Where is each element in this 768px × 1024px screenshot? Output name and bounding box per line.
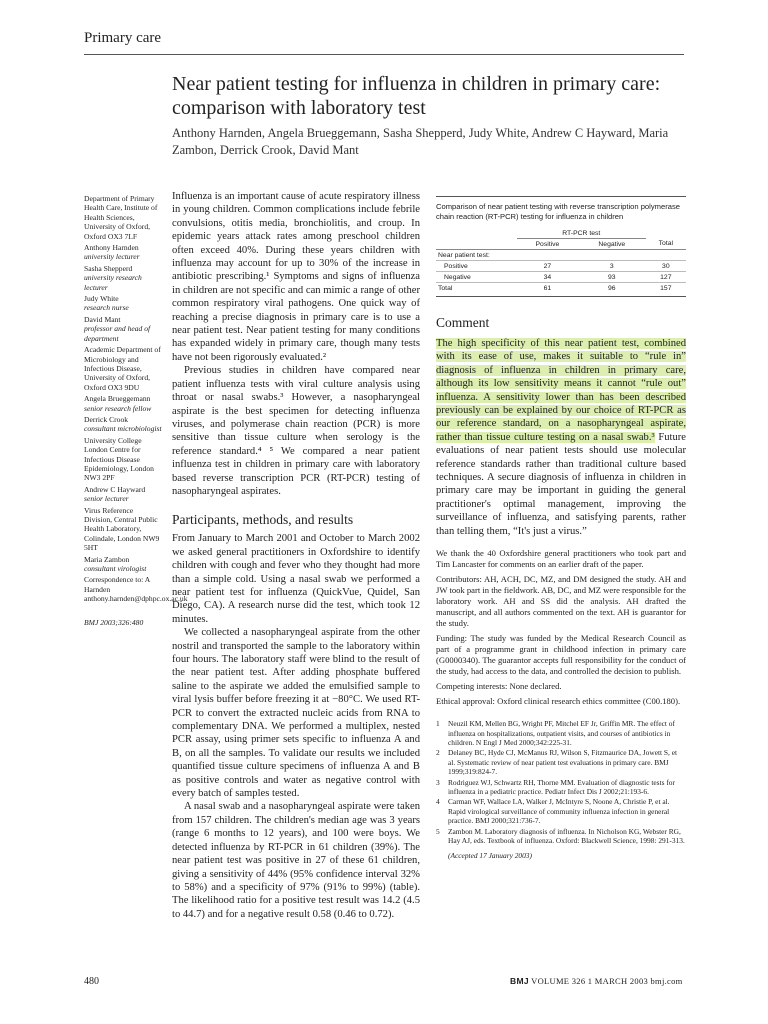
affiliation-item: [84, 485, 162, 504]
table-cell: 30: [646, 261, 686, 272]
acknowledgement-paragraph: Funding: The study was funded by the Medical Research Council as part of a programme grant in childhood infection in primary care (G0000340). The guarantor accepts full responsibility for the conduct of the study, had access to the data, and controlled the decision to publish.: [436, 633, 686, 677]
acknowledgement-paragraph: We thank the 40 Oxfordshire general practitioners who took part and Tim Lancaster for comments on an earlier draft of the paper.: [436, 548, 686, 570]
affiliation-item: [84, 345, 162, 392]
affiliation-role: senior lecturer: [84, 494, 129, 504]
affiliation-role: consultant virologist: [84, 564, 147, 574]
affiliation-text: University College London Centre for Infectious Disease Epidemiology, London NW3 2PF: [84, 435, 154, 483]
column-header-total: Total: [646, 239, 686, 250]
affiliation-text: David Mant: [84, 314, 121, 324]
row-label: Negative: [436, 272, 517, 283]
results-table-frame: [436, 196, 686, 297]
affiliation-item: [84, 506, 162, 553]
affiliation-item: [84, 294, 162, 313]
reference-list: [436, 719, 686, 845]
affiliation-role: senior research fellow: [84, 403, 152, 413]
table-cell: 96: [608, 284, 616, 292]
reference-number: 2: [436, 748, 440, 758]
reference-number: 3: [436, 777, 440, 787]
acknowledgement-paragraph: Ethical approval: Oxford clinical research ethics committee (C00.180).: [436, 696, 681, 707]
reference-text: Rodriguez WJ, Schwartz RH, Thorne MM. Evaluation of diagnostic tests for influenza in a pediatric practice. Pediatr Infect Dis J 2002;21:193-6.: [448, 777, 675, 796]
affiliation-role: university lecturer: [84, 252, 140, 262]
table-cell: 157: [660, 284, 672, 292]
affiliation-item: [84, 394, 162, 413]
affiliation-text: Correspondence to: A Harnden anthony.harnden@dphpc.ox.ac.uk: [84, 575, 188, 604]
table-cell: 93: [578, 272, 646, 283]
row-group-label: Near patient test:: [436, 250, 686, 261]
affiliation-role: university research lecturer: [84, 273, 142, 292]
affiliation-text: Maria Zambon: [84, 554, 130, 564]
reference-text: Delaney BC, Hyde CJ, McManus RJ, Wilson S, Fitzmaurice DA, Jowett S, et al. Systematic review of near patient test evaluations in primary care. BMJ 1999;319:824-7.: [448, 748, 678, 777]
reference-text: Zambon M. Laboratory diagnosis of influenza. In Nicholson KG, Webster RG, Hay AJ, eds. Textbook of influenza. Oxford: Blackwell Science, 1998: 291-313.: [448, 826, 685, 845]
article-title: Near patient testing for influenza in children in primary care: comparison with laboratory test: [172, 73, 661, 119]
reference-number: 1: [436, 719, 440, 729]
table-caption: Comparison of near patient testing with reverse transcription polymerase chain reaction (RT-PCR) testing for influenza in children: [436, 202, 680, 221]
acknowledgements: [436, 548, 686, 707]
table-cell: 127: [646, 272, 686, 283]
table-group-header-row: [436, 228, 686, 239]
affiliation-text: Andrew C Hayward: [84, 484, 146, 494]
highlighted-text: The high specificity of this near patient test, combined with its ease of use, makes it suitable to “rule in” diagnosis of influenza in children in primary care, although its low sensitivity means it cannot “rule out” influenza. A sensitivity lower than has been described previously can be explained by our choice of RT-PCR as our reference standard, on a nasopharyngeal aspirate, rather than tissue culture testing on a nasal swab.³: [436, 338, 686, 443]
affiliation-text: Angela Brueggemann: [84, 394, 151, 404]
affiliation-text: Department of Primary Health Care, Institute of Health Sciences, University of Oxford, Oxford OX3 7LF: [84, 194, 158, 241]
affiliation-item: [84, 194, 162, 241]
table-cell: 34: [517, 272, 578, 283]
column-header-positive: Positive: [517, 239, 578, 250]
affiliation-item: [84, 575, 188, 604]
row-label: Positive: [436, 261, 517, 272]
left-column: [172, 190, 420, 921]
table-row: [436, 250, 686, 261]
table-cell: 3: [578, 261, 646, 272]
intro-paragraph-2: Previous studies in children have compared near patient influenza tests with viral culture analysis using throat or nasal swabs.³ However, a nasopharyngeal aspirate is the best specimen for detecting influenza viruses, and polymerase chain reaction (PCR) is more sensitive than tissue culture when serology is the reference standard.⁴ ⁵ We compared a near patient influenza test in children in primary care with laboratory based reverse transcription PCR (RT-PCR) testing of nasopharyngeal aspirates.: [172, 365, 420, 497]
results-paragraph: A nasal swab and a nasopharyngeal aspirate were taken from 157 children. The children's median age was 3 years (range 6 months to 12 years), and 100 were boys. We detected influenza by RT-PCR in 61 children (39%). The near patient test was positive in 27 of these 61 children, giving a sensitivity of 44% (95% confidence interval 32% to 58%) and a specificity of 97% (91% to 99%) (table). The likelihood ratio for a positive test result was 14.2 (4.5 to 44.7) and for a negative result 0.58 (0.46 to 0.72).: [172, 801, 420, 920]
affiliation-text: Sasha Shepperd: [84, 263, 133, 273]
affiliation-role: research nurse: [84, 303, 129, 313]
intro-paragraph-1: Influenza is an important cause of acute respiratory illness in young children. Common complications include febrile convulsions, otitis media, bronchiolitis, and croup. In epidemic years attack rates among preschool children often exceed 40%. During these years children with influenza may account for up to 30% of the increase in antibiotic prescribing.¹ Symptoms and signs of influenza in children are not specific and can mimic a range of other common respiratory viral pathogens. One quick way of reaching a precise diagnosis in primary care is to use a near patient test. Near patient testing for many conditions has expanded widely in primary care, though many tests have not been rigorously evaluated.²: [172, 191, 420, 363]
methods-paragraph-1: From January to March 2001 and October to March 2002 we asked general practitioners in Oxfordshire to identify children with cough and fever who they thought had more than a simple cold. Using a nasal swab we performed a near patient test for influenza (QuickVue, Quidel, San Diego, CA). A research nurse did the test, which took 12 minutes.: [172, 533, 420, 625]
affiliation-text: Virus Reference Division, Central Public Health Laboratory, Colindale, London NW9 5HT: [84, 505, 160, 553]
right-column: [436, 196, 686, 860]
reference-item: [436, 778, 686, 797]
footer-journal-name: BMJ: [510, 976, 529, 986]
reference-number: 4: [436, 797, 440, 807]
affiliation-text: Anthony Harnden: [84, 243, 139, 253]
row-label: Total: [438, 284, 453, 292]
acknowledgement-paragraph: Competing interests: None declared.: [436, 681, 562, 692]
affiliation-item: [84, 436, 162, 483]
table-cell: 27: [517, 261, 578, 272]
reference-item: [436, 748, 686, 776]
affiliation-role: consultant microbiologist: [84, 424, 162, 434]
methods-heading: Participants, methods, and results: [172, 512, 354, 528]
affiliation-list: [84, 194, 188, 604]
table-column-header-row: [436, 239, 686, 250]
affiliations-sidebar: [84, 194, 188, 627]
reference-item: [436, 827, 686, 846]
comment-paragraph: [436, 337, 686, 538]
page-number: 480: [84, 976, 99, 987]
results-table: [436, 228, 686, 293]
accepted-date: (Accepted 17 January 2003): [448, 851, 532, 861]
affiliation-text: Academic Department of Microbiology and Infectious Disease, University of Oxford, Oxford OX3 9DU: [84, 345, 161, 392]
affiliation-item: [84, 264, 162, 292]
table-cell: 61: [543, 284, 552, 292]
affiliation-text: Judy White: [84, 294, 119, 304]
header-rule: [84, 54, 684, 55]
methods-paragraph-2: We collected a nasopharyngeal aspirate from the other nostril and transported the sample to the laboratory within four hours. The laboratory staff were blind to the result of the near patient test. After adding phosphate buffered saline to the aspirate we added the emulsified sample to viral lysis buffer before freezing it at −80°C. We used RT-PCR to convert the extracted nucleic acids from RNA to complementary DNA. We performed a multiplex, nested PCR assay, using primer sets specific to influenza A and B, on all the samples. To validate our results we included quantified tissue culture specimens of influenza A and B as positive controls and water as negative control with every batch of samples tested.: [172, 627, 420, 800]
footer-issue: VOLUME 326 1 MARCH 2003 bmj.com: [531, 976, 683, 986]
acknowledgement-paragraph: Contributors: AH, ACH, DC, MZ, and DM designed the study. AH and JW took part in the fieldwork. AB, DC, and MZ were responsible for the laboratory work. AH and SS did the analysis. AH drafted the manuscript, and all authors commented on the text. AH is guarantor for the study.: [436, 574, 686, 629]
table-group-header: RT-PCR test: [517, 228, 646, 239]
affiliation-item: [84, 243, 162, 262]
column-header-negative: Negative: [578, 239, 646, 250]
affiliation-role: professor and head of department: [84, 324, 151, 343]
table-row: [436, 283, 686, 294]
footer-journal: [510, 976, 683, 986]
journal-citation: BMJ 2003;326:480: [84, 617, 144, 627]
table-row: [436, 261, 686, 272]
comment-text-rest: Future evaluations of near patient tests should use molecular reference standards rather than traditional culture based techniques. A secure diagnosis of influenza in children in primary care may be important in guiding the general practitioner's optimal management, improving the surveillance of influenza, and satisfying parents, rather than telling them, “It's just a virus.”: [436, 431, 687, 537]
reference-item: [436, 719, 686, 747]
table-row: [436, 272, 686, 283]
reference-item: [436, 797, 686, 825]
affiliation-text: Derrick Crook: [84, 414, 129, 424]
affiliation-item: [84, 415, 162, 434]
author-list: Anthony Harnden, Angela Brueggemann, Sasha Shepperd, Judy White, Andrew C Hayward, Maria Zambon, Derrick Crook, David Mant: [172, 126, 669, 157]
section-label: Primary care: [84, 30, 162, 46]
reference-number: 5: [436, 826, 440, 836]
affiliation-item: [84, 555, 162, 574]
reference-text: Carman WF, Wallace LA, Walker J, McIntyre S, Noone A, Christie P, et al. Rapid virological surveillance of community influenza infection in general practice. BMJ 2000;321:736-7.: [448, 797, 670, 826]
affiliation-item: [84, 315, 162, 343]
comment-heading: Comment: [436, 315, 490, 330]
reference-text: Neuzil KM, Mellen BG, Wright PF, Mitchel EF Jr, Griffin MR. The effect of influenza on hospitalizations, outpatient visits, and courses of antibiotics in children. N Engl J Med 2000;342:225-31.: [448, 719, 675, 747]
